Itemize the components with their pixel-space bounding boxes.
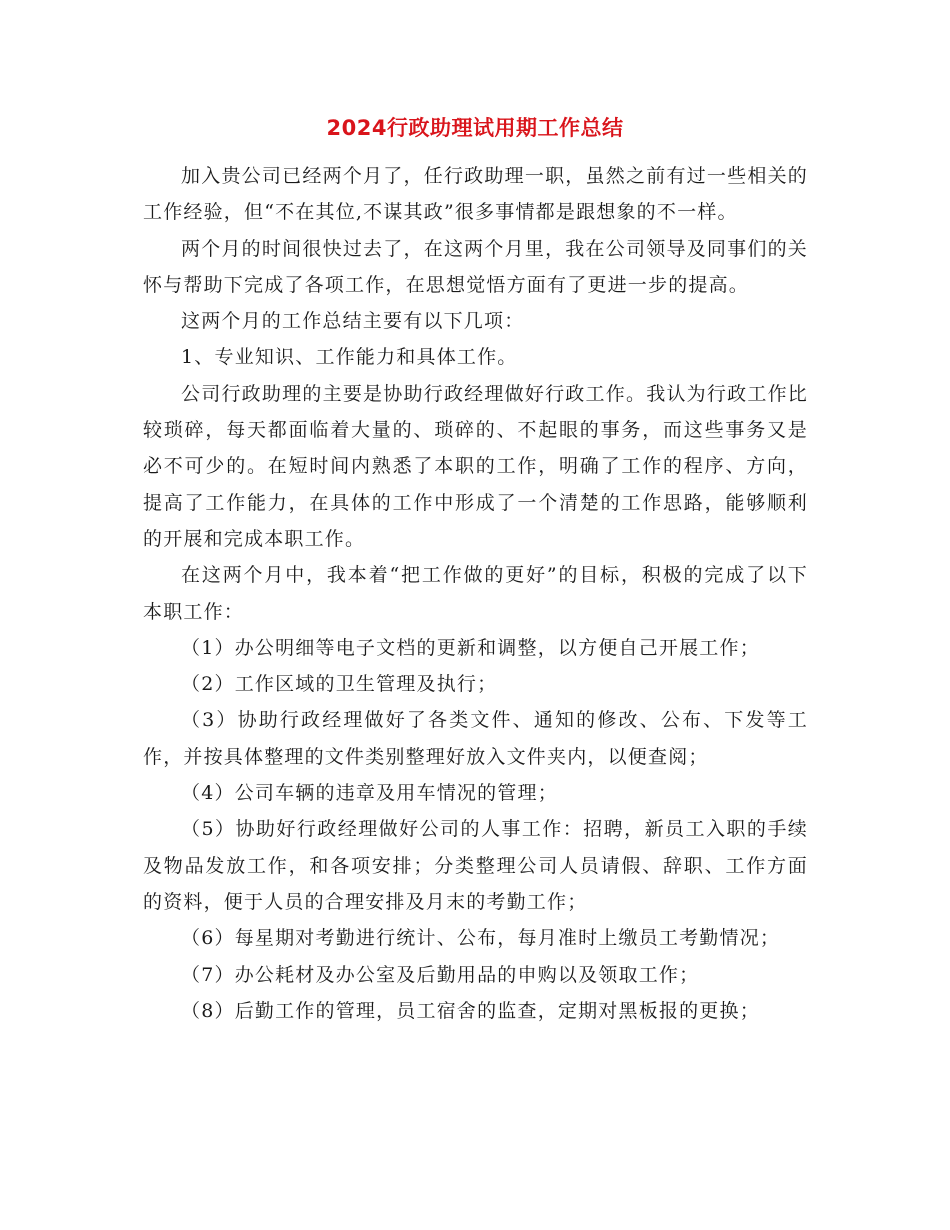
list-item-5: （5）协助好行政经理做好公司的人事工作：招聘，新员工入职的手续及物品发放工作，和各项安排；分类整理公司人员请假、辞职、工作方面的资料，便于人员的合理安排及月末的考勤工作； — [143, 818, 808, 913]
list-item-1: （1）办公明细等电子文档的更新和调整，以方便自己开展工作； — [181, 636, 760, 659]
list-item-2: （2）工作区域的卫生管理及执行； — [181, 673, 498, 696]
document-title: 2024行政助理试用期工作总结 — [326, 116, 624, 140]
paragraph-intro: 加入贵公司已经两个月了，任行政助理一职，虽然之前有过一些相关的工作经验，但“不在其位,不谋其政”很多事情都是跟想象的不一样。 — [143, 165, 808, 224]
paragraph-assistant-role: 公司行政助理的主要是协助行政经理做好行政工作。我认为行政工作比较琐碎，每天都面临着大量的、琐碎的、不起眼的事务，而这些事务又是必不可少的。在短时间内熟悉了本职的工作，明确了工作的程序、方向，提高了工作能力，在具体的工作中形成了一个清楚的工作思路，能够顺利的开展和完成本职工作。 — [143, 382, 808, 550]
list-item-8: （8）后勤工作的管理，员工宿舍的监查，定期对黑板报的更换； — [181, 999, 760, 1022]
list-item-4: （4）公司车辆的违章及用车情况的管理； — [181, 782, 558, 805]
document-body — [143, 158, 808, 1029]
section-heading-1: 1、专业知识、工作能力和具体工作。 — [181, 346, 518, 369]
paragraph-summary-lead: 这两个月的工作总结主要有以下几项： — [181, 310, 525, 333]
list-item-6: （6）每星期对考勤进行统计、公布，每月准时上缴员工考勤情况； — [181, 927, 781, 950]
paragraph-work-goal: 在这两个月中，我本着“把工作做的更好”的目标，积极的完成了以下本职工作： — [143, 564, 808, 623]
list-item-3: （3）协助行政经理做好了各类文件、通知的修改、公布、下发等工作，并按具体整理的文件类别整理好放入文件夹内，以便查阅； — [143, 709, 808, 768]
list-item-7: （7）办公耗材及办公室及后勤用品的申购以及领取工作； — [181, 963, 700, 986]
paragraph-two-months: 两个月的时间很快过去了，在这两个月里，我在公司领导及同事们的关怀与帮助下完成了各项工作，在思想觉悟方面有了更进一步的提高。 — [143, 237, 808, 296]
